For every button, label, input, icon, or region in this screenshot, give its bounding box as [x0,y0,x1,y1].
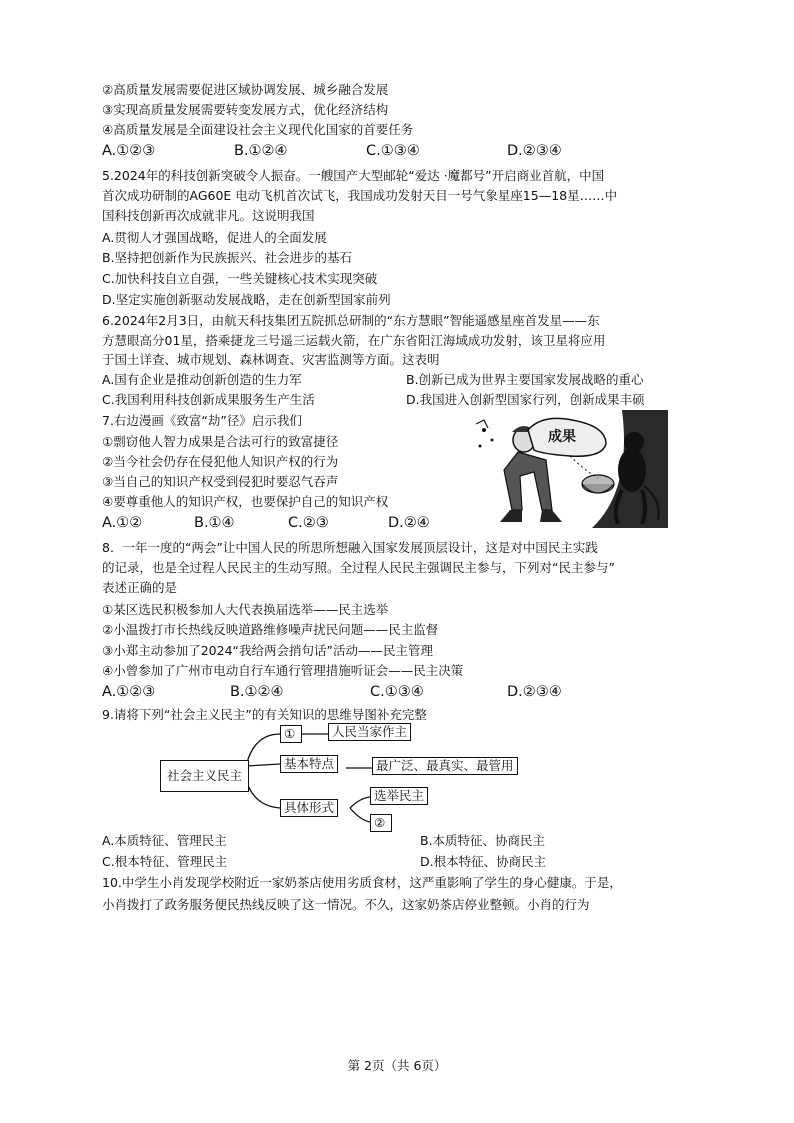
q9-map-root: 社会主义民主 [160,760,249,792]
q6-stem-line-2: 方慧眼高分01星，搭乘捷龙三号遥三运载火箭，在广东省阳江海域成功发射，该卫星将应用 [102,333,606,348]
q4-option-b: B.①②④ [234,143,288,159]
q9-map-forms: 具体形式 [280,799,338,817]
q8-option-d: D.②③④ [507,684,562,700]
q8-item-3: ③小郑主动参加了2024“我给两会捎句话”活动——民主管理 [102,643,433,658]
q6-option-a: A.国有企业是推动创新创造的生力军 [102,372,302,387]
q8-option-a: A.①②③ [102,684,156,700]
q7-option-b: B.①④ [194,515,235,531]
q7-cartoon-image [472,410,668,528]
q9-stem: 9.请将下列“社会主义民主”的有关知识的思维导图补充完整 [102,707,427,722]
q8-stem-line-1: 8．一年一度的“两会”让中国人民的所思所想融入国家发展顶层设计，这是对中国民主实践 [102,540,598,555]
q4-option-d: D.②③④ [507,143,562,159]
q7-cartoon-label: 成果 [548,429,576,445]
q9-map-blank-2: ② [370,814,392,832]
q4-option-a: A.①②③ [102,143,156,159]
q8-item-1: ①某区选民积极参加人大代表换届选举——民主选举 [102,602,389,617]
q7-item-1: ①剽窃他人智力成果是合法可行的致富捷径 [102,434,339,449]
q8-option-b: B.①②④ [230,684,284,700]
q5-option-b: B.坚持把创新作为民族振兴、社会进步的基石 [102,250,353,265]
q5-option-a: A.贯彻人才强国战略，促进人的全面发展 [102,230,327,245]
q6-option-d: D.我国进入创新型国家行列，创新成果丰硕 [406,392,645,407]
q8-item-2: ②小温拨打市长热线反映道路维修噪声扰民问题——民主监督 [102,622,439,637]
q8-option-c: C.①③④ [370,684,424,700]
q6-option-b: B.创新已成为世界主要国家发展战略的重心 [406,372,644,387]
page-footer: 第 2页（共 6页） [347,1058,447,1073]
q5-stem-line-2: 首次成功研制的AG60E 电动飞机首次试飞，我国成功发射天目一号气象星座15—18星……中 [102,188,618,203]
q9-option-c: C.根本特征、管理民主 [102,854,228,869]
q7-option-d: D.②④ [388,515,430,531]
q4-item-2: ②高质量发展需要促进区域协调发展、城乡融合发展 [102,82,389,97]
q9-option-b: B.本质特征、协商民主 [420,833,546,848]
q6-option-c: C.我国利用科技创新成果服务生产生活 [102,392,315,407]
q7-option-c: C.②③ [288,515,329,531]
q9-option-a: A.本质特征、管理民主 [102,833,227,848]
q5-stem-line-1: 5.2024年的科技创新突破令人振奋。一艘国产大型邮轮“爱达 ·魔都号”开启商业首航，中国 [102,168,605,183]
q5-option-d: D.坚定实施创新驱动发展战略，走在创新型国家前列 [102,292,391,307]
q9-map-features-value: 最广泛、最真实、最管用 [372,757,518,775]
q4-item-4: ④高质量发展是全面建设社会主义现代化国家的首要任务 [102,122,414,137]
q7-item-4: ④要尊重他人的知识产权，也要保护自己的知识产权 [102,494,389,509]
q8-stem-line-3: 表述正确的是 [102,580,178,595]
q4-option-c: C.①③④ [366,143,420,159]
q7-item-2: ②当今社会仍存在侵犯他人知识产权的行为 [102,454,339,469]
q5-option-c: C.加快科技自立自强，一些关键核心技术实现突破 [102,271,378,286]
q8-stem-line-2: 的记录，也是全过程人民民主的生动写照。全过程人民民主强调民主参与，下列对“民主参与” [102,560,615,575]
q5-stem-line-3: 国科技创新再次成就非凡。这说明我国 [102,208,315,223]
q9-map-features: 基本特点 [280,755,338,773]
q8-item-4: ④小曾参加了广州市电动自行车通行管理措施听证会——民主决策 [102,663,464,678]
q4-item-3: ③实现高质量发展需要转变发展方式，优化经济结构 [102,102,389,117]
q10-stem-line-2: 小肖拨打了政务服务便民热线反映了这一情况。不久，这家奶茶店停业整顿。小肖的行为 [102,897,590,912]
q9-map-form-1: 选举民主 [370,787,428,805]
q10-stem-line-1: 10.中学生小肖发现学校附近一家奶茶店使用劣质食材，这严重影响了学生的身心健康。于是， [102,875,622,890]
q6-stem-line-1: 6.2024年2月3日，由航天科技集团五院抓总研制的“东方慧眼”智能遥感星座首发星——东 [102,313,600,328]
q7-item-3: ③当自己的知识产权受到侵犯时要忍气吞声 [102,474,339,489]
q6-stem-line-3: 于国土详查、城市规划、森林调查、灾害监测等方面。这表明 [102,352,440,367]
q7-stem: 7.右边漫画《致富“劫”径》启示我们 [102,413,302,428]
q9-map-essence: 人民当家作主 [328,723,411,741]
q7-option-a: A.①② [102,515,143,531]
q9-option-d: D.根本特征、协商民主 [420,854,547,869]
q9-map-blank-1: ① [280,725,302,743]
